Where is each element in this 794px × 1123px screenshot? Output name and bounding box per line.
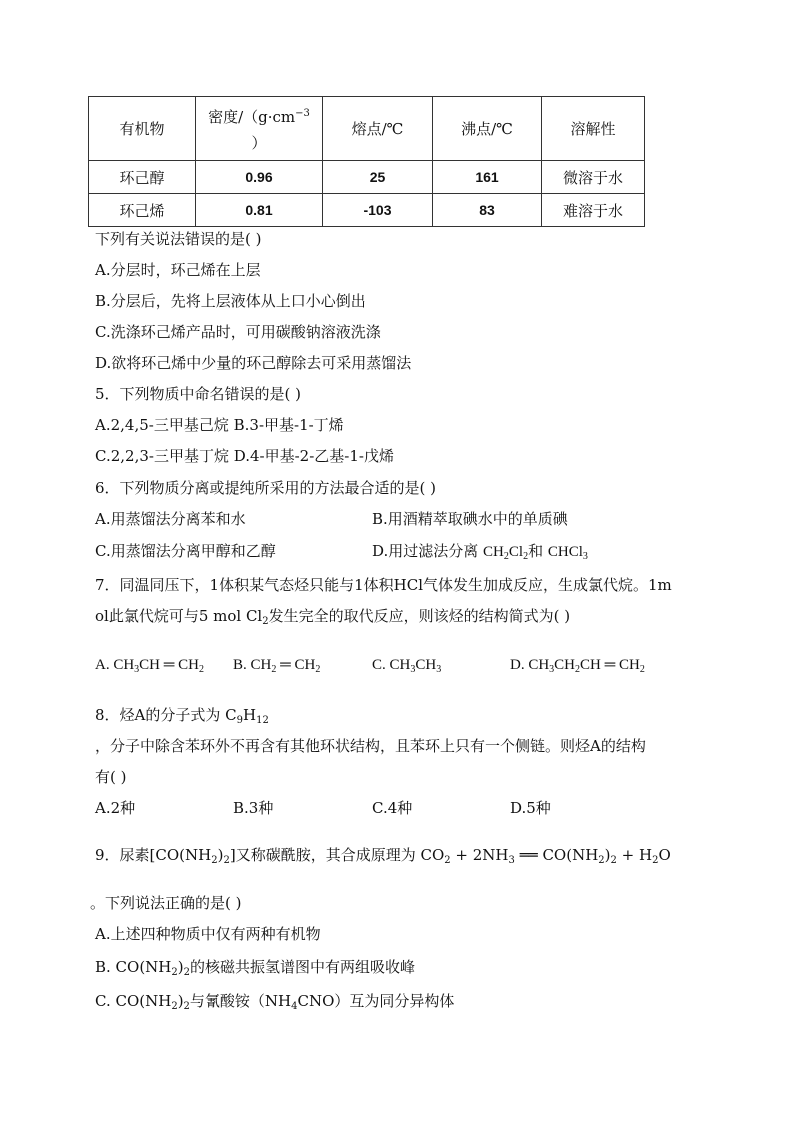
q8-option-c: C.4种 xyxy=(372,799,413,817)
q6-stem: 6．下列物质分离或提纯所采用的方法最合适的是( ) xyxy=(95,479,437,497)
header-solubility: 溶解性 xyxy=(542,97,645,161)
q8-stem: 8．烃A的分子式为 $C_9H_{12}$ xyxy=(95,706,269,726)
table-row xyxy=(89,161,645,194)
q5-options-cd: C.2,2,3-三甲基丁烷 D.4-甲基-2-乙基-1-戊烯 xyxy=(95,447,394,465)
q8-stem-line2: ，分子中除含苯环外不再含有其他环状结构，且苯环上只有一个侧链。则烃A的结构 xyxy=(95,737,646,755)
header-density: 密度$/(g\cdot cm^{-3}$ ） xyxy=(196,97,323,161)
cell-density: 0.96 xyxy=(196,161,323,194)
q9-stem-line2: 。下列说法正确的是( ) xyxy=(90,894,242,912)
cell-name: 环己醇 xyxy=(89,161,196,194)
q7-option-b: B. $CH_2$ ═ $CH_2$ xyxy=(233,657,321,675)
q9-option-c: C. $CO(NH_2)_2$与氰酸铵$(NH_4CNO)$互为同分异构体 xyxy=(95,992,455,1012)
properties-table xyxy=(88,96,645,227)
q6-option-c: C.用蒸馏法分离甲醇和乙醇 xyxy=(95,542,276,560)
q6-option-d: D.用过滤法分离 $CH_2Cl_2$和 CHCl$_3$ xyxy=(372,542,588,562)
q8-stem-line3: 有( ) xyxy=(95,768,127,786)
q6-option-a: A.用蒸馏法分离苯和水 xyxy=(95,510,246,528)
cell-solubility: 难溶于水 xyxy=(542,194,645,227)
q5-stem: 5．下列物质中命名错误的是( ) xyxy=(95,385,302,403)
header-boiling-point: 沸点/℃ xyxy=(433,97,542,161)
header-organic: 有机物 xyxy=(89,97,196,161)
cell-density: 0.81 xyxy=(196,194,323,227)
cell-name: 环己烯 xyxy=(89,194,196,227)
cell-boiling: 161 xyxy=(433,161,542,194)
q4-option-c: C.洗涤环己烯产品时，可用碳酸钠溶液洗涤 xyxy=(95,323,381,341)
q6-option-b: B.用酒精萃取碘水中的单质碘 xyxy=(372,510,568,528)
cell-boiling: 83 xyxy=(433,194,542,227)
table-row xyxy=(89,194,645,227)
q4-option-a: A.分层时，环己烯在上层 xyxy=(95,261,261,279)
q8-option-d: D.5种 xyxy=(510,799,551,817)
cell-melting: 25 xyxy=(323,161,433,194)
q4-option-d: D.欲将环己烯中少量的环己醇除去可采用蒸馏法 xyxy=(95,354,412,372)
q7-option-d: D. $CH_3CH_2CH$ ═ $CH_2$ xyxy=(510,657,645,675)
q9-stem: 9．尿素$[CO(NH_2)_2]$又称碳酰胺，其合成原理为 $CO_2 + 2NH_3$ ══ $CO(NH_2)_2 + H_2O$ xyxy=(95,846,671,866)
q8-option-b: B.3种 xyxy=(233,799,274,817)
q8-option-a: A.2种 xyxy=(95,799,136,817)
q9-option-b: B. $CO(NH_2)_2$的核磁共振氢谱图中有两组吸收峰 xyxy=(95,958,416,978)
q7-option-a: A. $CH_3CH$ ═ $CH_2$ xyxy=(95,657,204,675)
q7-stem-line2: ol此氯代烷可与5 mol $Cl_2$发生完全的取代反应，则该烃的结构简式为( ) xyxy=(95,607,571,627)
q4-stem: 下列有关说法错误的是( ) xyxy=(95,230,262,248)
q5-options-ab: A.2,4,5-三甲基己烷 B.3-甲基-1-丁烯 xyxy=(95,416,344,434)
cell-solubility: 微溶于水 xyxy=(542,161,645,194)
header-melting-point: 熔点/℃ xyxy=(323,97,433,161)
cell-melting: -103 xyxy=(323,194,433,227)
q7-option-c: C. $CH_3CH_3$ xyxy=(372,657,442,675)
q9-option-a: A.上述四种物质中仅有两种有机物 xyxy=(95,925,321,943)
q7-stem-line1: 7．同温同压下，1体积某气态烃只能与1体积HCl气体发生加成反应，生成氯代烷。1m xyxy=(95,576,672,594)
q4-option-b: B.分层后，先将上层液体从上口小心倒出 xyxy=(95,292,366,310)
